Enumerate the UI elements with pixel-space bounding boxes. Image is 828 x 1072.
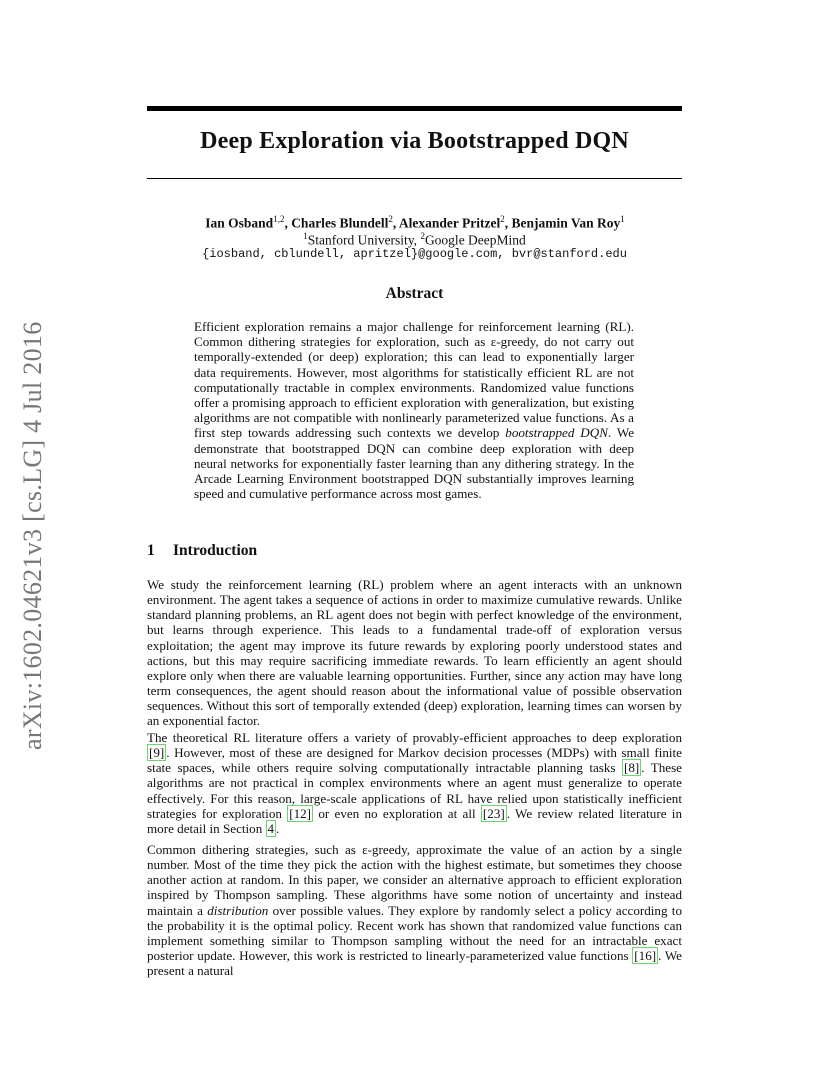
arxiv-side-stamp: arXiv:1602.04621v3 [cs.LG] 4 Jul 2016 bbox=[18, 321, 47, 750]
section-number: 1 bbox=[147, 542, 155, 559]
paragraph-text: . We present a natural bbox=[147, 948, 682, 979]
paragraph-text: or even no exploration at all bbox=[313, 805, 481, 821]
paragraph-text: over possible values. They explore by randomly select a policy according to the probability it is the optimal policy. Recent work has shown that randomized value functions can implement something similar to Thompson sampling without the need for an intractable exact posterior update. However, this work is restricted to linearly-parameterized value functions bbox=[147, 902, 682, 964]
citation-link[interactable]: [23] bbox=[482, 805, 505, 821]
author-emails: {iosband, cblundell, apritzel}@google.com, bvr@stanford.edu bbox=[202, 247, 627, 261]
abstract-text bbox=[194, 319, 634, 501]
author-name: Charles Blundell bbox=[291, 215, 389, 231]
abstract-heading: Abstract bbox=[385, 285, 444, 302]
author-name: Benjamin Van Roy bbox=[511, 215, 621, 231]
paragraph-text: . These algorithms are not practical in complex environments where an agent must generalize to operate effectively. For this reason, large-scale applications of RL have relied upon statistically inefficient strategies for exploration bbox=[147, 760, 682, 821]
abstract-text-part: . We demonstrate that bootstrapped DQN can combine deep exploration with deep neural networks for exponentially faster learning than any dithering strategy. In the Arcade Learning Environment bootstrapped DQN substantially improves learning speed and cumulative performance across most games. bbox=[194, 425, 635, 502]
abstract-text-part: Efficient exploration remains a major challenge for reinforcement learning (RL). Common dithering strategies for exploration, such as ε-greedy, do not carry out temporally-extended (or deep) exploration; this can lead to exponentially larger data requirements. However, most algorithms for statistically efficient RL are not computationally tractable in complex environments. Randomized value functions offer a promising approach to efficient exploration with generalization, but existing algorithms are not compatible with nonlinearly parameterized value functions. As a first step towards addressing such contexts we develop bbox=[194, 319, 634, 441]
citation-link[interactable]: [9] bbox=[149, 745, 165, 761]
author-separator: , bbox=[284, 215, 292, 231]
title-bottom-rule bbox=[147, 178, 682, 179]
abstract-emphasis: bootstrapped DQN bbox=[505, 425, 608, 441]
title-top-rule bbox=[147, 106, 682, 111]
affiliations bbox=[147, 231, 682, 249]
paragraph-text: . However, most of these are designed for Markov decision processes (MDPs) with small finite state spaces, while others require solving computationally intractable planning tasks bbox=[147, 745, 682, 776]
author-separator: , bbox=[392, 215, 399, 231]
citation-link[interactable]: [16] bbox=[634, 948, 657, 964]
paragraph-text: The theoretical RL literature offers a variety of provably-efficient approaches to deep exploration bbox=[147, 730, 682, 745]
paragraph-text: Common dithering strategies, such as ε-greedy, approximate the value of an action by a single number. Most of the time they pick the action with the highest estimate, but sometimes they choose another action at random. In this paper, we consider an alternative approach to efficient exploration inspired by Thompson sampling. These algorithms have some notion of uncertainty and instead maintain a bbox=[147, 842, 682, 918]
author-affil-mark: 1,2 bbox=[273, 214, 285, 224]
author-name: Alexander Pritzel bbox=[398, 215, 501, 231]
section-reference-link[interactable]: 4 bbox=[267, 820, 275, 836]
section-title: Introduction bbox=[173, 542, 258, 559]
paper-title: Deep Exploration via Bootstrapped DQN bbox=[200, 128, 629, 154]
affiliation: Stanford University, bbox=[307, 232, 421, 248]
affiliation: Google DeepMind bbox=[424, 232, 526, 248]
intro-paragraph-2 bbox=[147, 730, 682, 836]
affil-mark: 2 bbox=[420, 231, 425, 241]
affil-mark: 1 bbox=[303, 231, 308, 241]
author-list bbox=[100, 214, 730, 232]
author-name: Ian Osband bbox=[205, 215, 274, 231]
author-affil-mark: 2 bbox=[388, 214, 393, 224]
author-separator: , bbox=[504, 215, 512, 231]
intro-paragraph-1: We study the reinforcement learning (RL) problem where an agent interacts with an unknown environment. The agent takes a sequence of actions in order to maximize cumulative rewards. Unlike standard planning problems, an RL agent does not begin with perfect knowledge of the environment, but learns through experience. This leads to a fundamental trade-off of exploration versus exploitation; the agent may improve its future rewards by exploring poorly understood states and actions, but this may require sacrificing immediate rewards. To learn efficiently an agent should explore only when there are valuable learning opportunities. Further, since any action may have long term consequences, the agent should reason about the informational value of possible observation sequences. Without this sort of temporally extended (deep) exploration, learning times can worsen by an exponential factor. bbox=[147, 577, 682, 729]
paragraph-emphasis: distribution bbox=[207, 902, 269, 918]
citation-link[interactable]: [12] bbox=[289, 805, 312, 821]
author-affil-mark: 1 bbox=[620, 214, 625, 224]
section-heading bbox=[147, 542, 682, 560]
author-affil-mark: 2 bbox=[500, 214, 505, 224]
paragraph-text: . We review related literature in more detail in Section bbox=[147, 805, 682, 836]
paragraph-text: . bbox=[276, 820, 280, 836]
intro-paragraph-3 bbox=[147, 842, 682, 978]
citation-link[interactable]: [8] bbox=[623, 760, 640, 776]
